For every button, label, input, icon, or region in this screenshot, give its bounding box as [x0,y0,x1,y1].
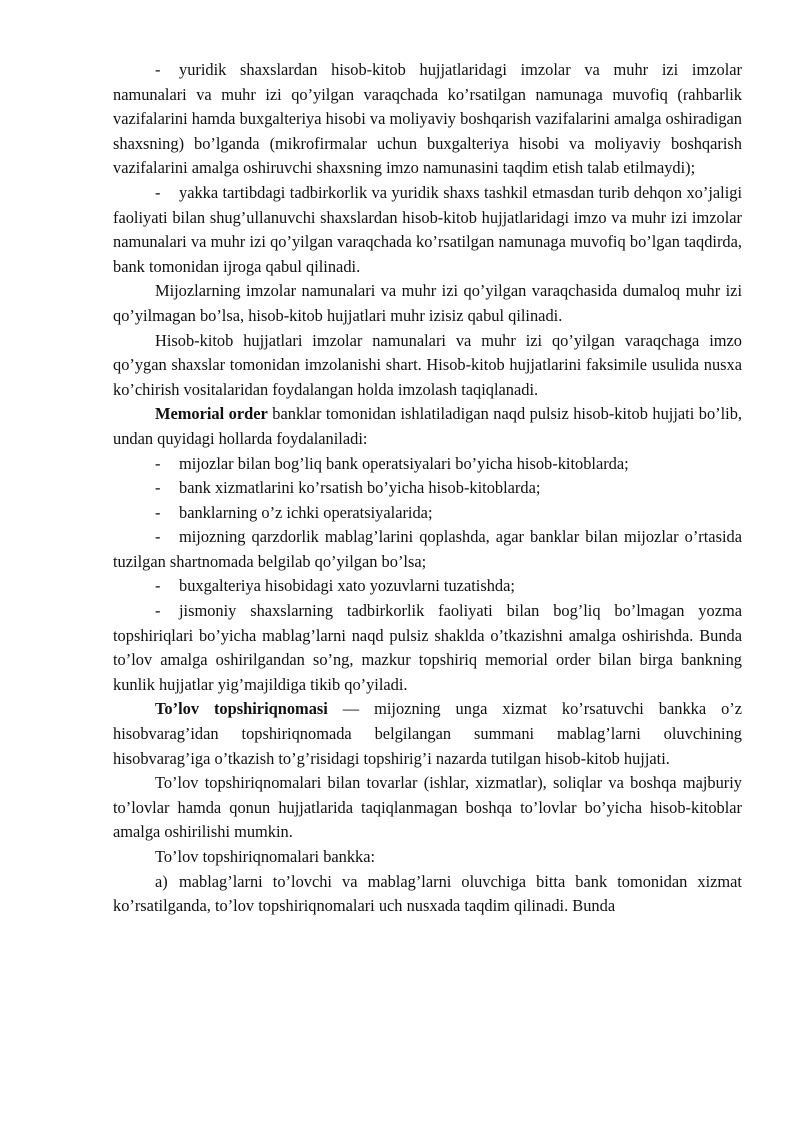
definition-paragraph [113,402,742,451]
body-paragraph: Mijozlarning imzolar namunalari va muhr izi qo’yilgan varaqchasida dumaloq muhr izi qo’yilmagan bo’lsa, hisob-kitob hujjatlari muhr izisiz qabul qilinadi. [113,281,742,325]
bullet-text: yuridik shaxslardan hisob-kitob hujjatlaridagi imzolar va muhr izi imzolar namunalari va muhr izi qo’yilgan varaqchada ko’rsatilgan namunaga muvofiq (rahbarlik vazifalarini hamda buxgalteriya hisobi va moliyaviy boshqarish vazifalarini amalga oshiradigan shaxsning) bo’lganda (mikrofirmalar uchun buxgalteriya hisobi va moliyaviy boshqarish vazifalarini amalga oshiruvchi shaxsning imzo namunasini taqdim etish talab etilmaydi); [113,60,742,178]
list-item-text: mijozlar bilan bog’liq bank operatsiyalari bo’yicha hisob-kitoblarda; [179,453,629,473]
list-item [113,476,742,501]
dash-marker: - [155,478,161,498]
defined-term: Memorial order [155,404,268,424]
body-paragraph: To’lov topshiriqnomalari bilan tovarlar (ishlar, xizmatlar), soliqlar va boshqa majburiy to’lovlar hamda qonun hujjatlarida taqiqlanmagan boshqa to’lovlar bo’yicha hisob-kitoblar amalga oshirilishi mumkin. [113,773,742,842]
dash-marker: - [155,601,161,621]
lettered-item-text: mablag’larni to’lovchi va mablag’larni oluvchiga bitta bank tomonidan xizmat ko’rsatilganda, to’lov topshiriqnomalari uch nusxada taqdim qilinadi. Bunda [113,871,742,916]
bullet-paragraph [113,58,742,181]
letter-marker: a) [155,871,168,891]
document-page [113,58,742,919]
list-item [113,525,742,574]
list-item-text: banklarning o’z ichki operatsiyalarida; [179,502,433,522]
definition-text: — mijozning unga xizmat ko’rsatuvchi bankka o’z hisobvarag’idan topshiriqnomada belgilangan summani mablag’larni oluvchining hisobvarag’iga o’tkazish to’g’risidagi topshirig’i nazarda tutilgan hisob-kitob hujjati. [113,699,742,768]
bullet-paragraph [113,181,742,279]
defined-term: To’lov topshiriqnomasi [155,699,328,719]
list-item [113,599,742,697]
dash-marker: - [155,453,161,473]
dash-marker: - [155,576,161,596]
body-paragraph: Hisob-kitob hujjatlari imzolar namunalari va muhr izi qo’yilgan varaqchaga imzo qo’ygan shaxslar tomonidan imzolanishi shart. Hisob-kitob hujjatlarini faksimile usulida nusxa ko’chirish vositalaridan foydalangan holda imzolash taqiqlanadi. [113,330,742,399]
list-item-text: mijozning qarzdorlik mablag’larini qoplashda, agar banklar bilan mijozlar o’rtasida tuzilgan shartnomada belgilab qo’yilgan bo’lsa; [113,527,742,571]
body-paragraph: To’lov topshiriqnomalari bankka: [155,847,376,866]
list-item [113,452,742,477]
dash-marker: - [155,527,161,547]
list-item [113,574,742,599]
list-item-text: buxgalteriya hisobidagi xato yozuvlarni tuzatishda; [179,576,515,596]
dash-marker: - [155,182,161,202]
bullet-text: yakka tartibdagi tadbirkorlik va yuridik shaxs tashkil etmasdan turib dehqon xo’jaligi faoliyati bilan shug’ullanuvchi shaxslardan hisob-kitob hujjatlaridagi imzo va muhr izi imzolar namunalari va muhr izi qo’yilgan varaqchada ko’rsatilgan namunaga muvofiq bo’lgan taqdirda, bank tomonidan ijroga qabul qilinadi. [113,182,742,276]
dash-marker: - [155,502,161,522]
lettered-item [113,870,742,919]
definition-paragraph [113,697,742,771]
list-item-text: bank xizmatlarini ko’rsatish bo’yicha hisob-kitoblarda; [179,478,541,498]
dash-marker: - [155,60,161,79]
definition-text: banklar tomonidan ishlatiladigan naqd pulsiz hisob-kitob hujjati bo’lib, undan quyidagi hollarda foydalaniladi: [113,404,742,448]
list-item [113,501,742,526]
list-item-text: jismoniy shaxslarning tadbirkorlik faoliyati bilan bog’liq bo’lmagan yozma topshiriqlari bo’yicha mablag’larni naqd pulsiz shaklda o’tkazishni amalga oshirishda. Bunda to’lov amalga oshirilgandan so’ng, mazkur topshiriq memorial order bilan birga bankning kunlik hujjatlar yig’majildiga tikib qo’yiladi. [113,601,742,694]
